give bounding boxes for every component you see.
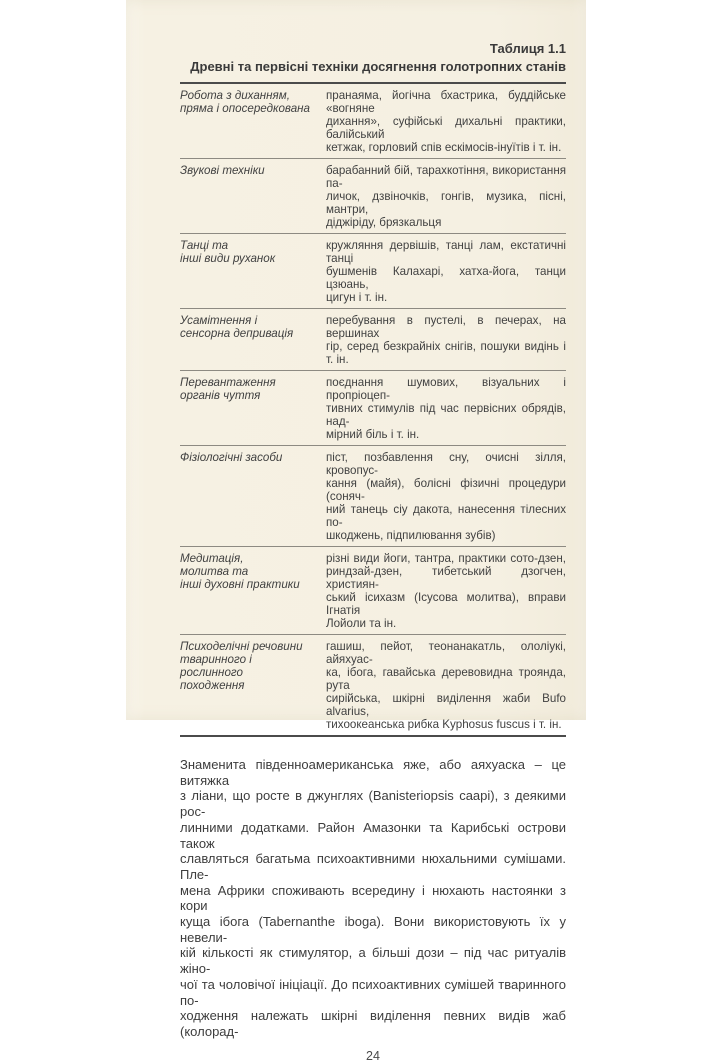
- technique-name: Звукові техніки: [180, 163, 265, 177]
- technique-examples: поєднання шумових, візуальних і пропріоцеп- тивних стимулів під час первісних обрядів, над- мірний біль і т. ін.: [326, 375, 566, 441]
- table-row: [180, 308, 566, 370]
- table-row: [180, 84, 566, 158]
- technique-name: Психоделічні речовини тваринного і рослинного походження: [180, 639, 303, 692]
- technique-examples: піст, позбавлення сну, очисні зілля, кровопус- кання (майя), болісні фізичні процедури (соняч- ний танець сіу дакота, нанесення тілесних по- шкоджень, підпилювання зубів): [326, 450, 566, 542]
- table-label: Таблиця 1.1: [489, 41, 566, 56]
- table-row: [180, 158, 566, 233]
- page-content: [180, 0, 566, 1063]
- technique-examples: гашиш, пейот, теонанакатль, ололіукі, айяхуас- ка, ібога, гавайська деревовидна троянда, рута сирійська, шкірні виділення жаби Bufo alvarius, тихоокеанська рибка Kyphosus fuscus і т. ін.: [326, 639, 566, 731]
- table-row: [180, 634, 566, 735]
- technique-name: Танці та інші види руханок: [180, 238, 276, 265]
- techniques-table: [180, 82, 566, 737]
- page-number: 24: [366, 1048, 380, 1063]
- table-row: [180, 233, 566, 308]
- table-title: Древні та первісні техніки досягнення голотропних станів: [190, 59, 566, 74]
- technique-name: Медитація, молитва та інші духовні практики: [180, 551, 300, 591]
- body-paragraph: Знаменита південноамериканська яже, або аяхуаска – це витяжка з ліани, що росте в джунглях (Banisteriopsis caapi), з деякими рос- линними додатками. Район Амазонки та Карибські острови також славляться багатьма психоактивними нюхальними сумішами. Пле- мена Африки споживають всередину і нюхають настоянки з кори куща ібога (Tabernanthe iboga). Вони використовують їх у невели- кій кількості як стимулятор, а більші дози – під час ритуалів жіно- чої та чоловічої ініціації. До психоактивних сумішей тваринного по- ходження належать шкірні виділення певних видів жаб (колорад-: [180, 757, 566, 1039]
- technique-examples: пранаяма, йогічна бхастрика, буддійське «вогняне дихання», суфійські дихальні практики, балійський кетжак, горловий спів ескімосів-інуїтів і т. ін.: [326, 88, 566, 154]
- technique-name: Усамітнення і сенсорна депривація: [180, 313, 294, 340]
- technique-name: Перевантаження органів чуття: [180, 375, 276, 402]
- technique-examples: перебування в пустелі, в печерах, на вершинах гір, серед безкрайніх снігів, пошуки видінь і т. ін.: [326, 313, 566, 366]
- table-row: [180, 546, 566, 634]
- technique-name: Робота з диханням, пряма і опосередкована: [180, 88, 310, 115]
- table-row: [180, 445, 566, 546]
- table-row: [180, 370, 566, 445]
- technique-examples: барабанний бій, тарахкотіння, використання па- личок, дзвіночків, гонгів, музика, пісні, мантри, діджіріду, брязкальця: [326, 163, 566, 229]
- technique-name: Фізіологічні засоби: [180, 450, 283, 464]
- technique-examples: кружляння дервішів, танці лам, екстатичні танці бушменів Калахарі, хатха-йога, танци цзюань, цигун і т. ін.: [326, 238, 566, 304]
- technique-examples: різні види йоги, тантра, практики сото-дзен, риндзай-дзен, тибетський дзогчен, християн- ський ісихазм (Ісусова молитва), вправи Ігнатія Лойоли та ін.: [326, 551, 566, 630]
- book-paper: [126, 0, 586, 1063]
